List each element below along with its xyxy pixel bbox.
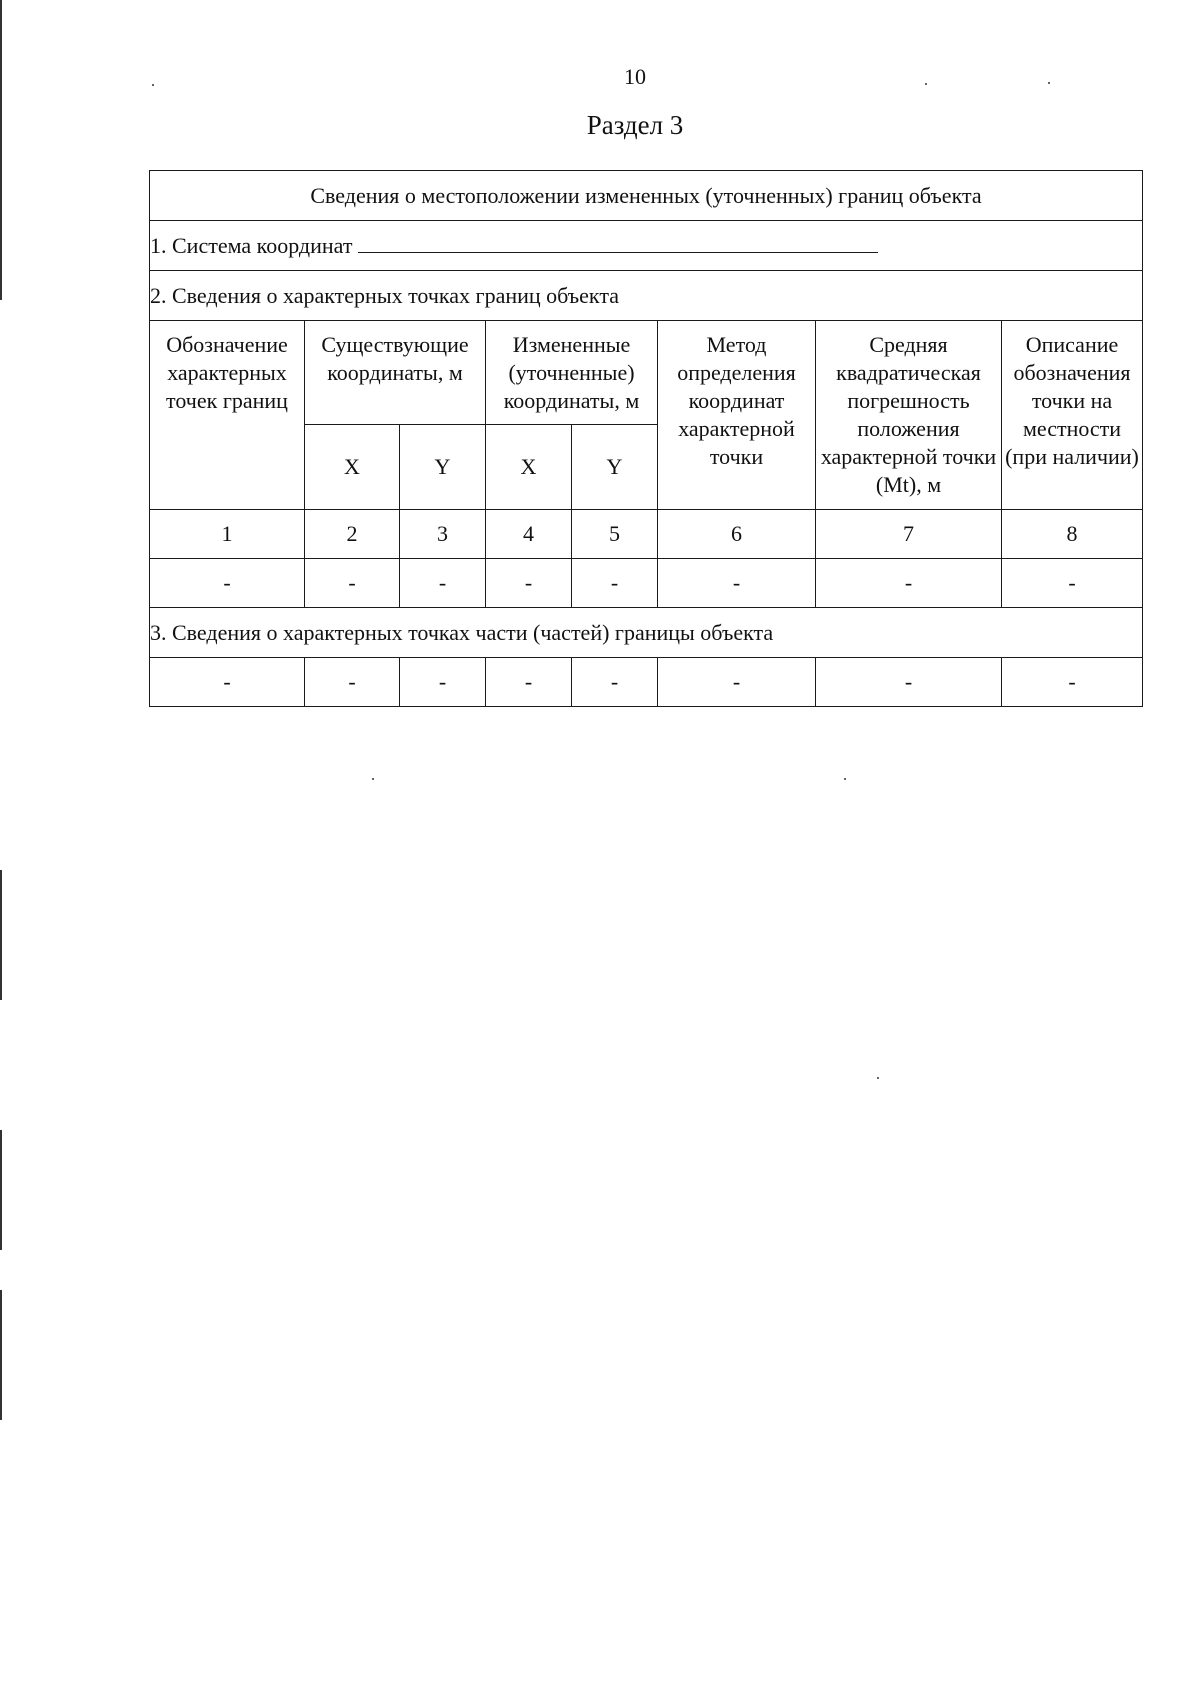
empty-cell: - bbox=[658, 658, 816, 707]
empty-cell: - bbox=[816, 658, 1002, 707]
header-existing-y: Y bbox=[400, 425, 486, 510]
empty-cell: - bbox=[572, 559, 658, 608]
header-method: Метод определения координат характерной точки bbox=[658, 321, 816, 510]
header-changed-x: X bbox=[486, 425, 572, 510]
empty-cell: - bbox=[150, 559, 305, 608]
column-numbers-row bbox=[150, 510, 1143, 559]
scan-speck bbox=[844, 778, 846, 780]
column-number: 1 bbox=[150, 510, 305, 559]
scan-edge-mark bbox=[0, 0, 2, 300]
column-number: 3 bbox=[400, 510, 486, 559]
header-existing-coords: Существующие координаты, м bbox=[305, 321, 486, 425]
empty-cell: - bbox=[150, 658, 305, 707]
header-designation: Обозначение характерных точек границ bbox=[150, 321, 305, 510]
column-number: 7 bbox=[816, 510, 1002, 559]
empty-cell: - bbox=[1002, 559, 1143, 608]
empty-cell: - bbox=[305, 559, 400, 608]
header-accuracy: Средняя квадратическая погрешность положения характерной точки (Mt), м bbox=[816, 321, 1002, 510]
empty-cell: - bbox=[658, 559, 816, 608]
parts-section-title: 3. Сведения о характерных точках части (частей) границы объекта bbox=[150, 608, 1143, 658]
table-title: Сведения о местоположении измененных (уточненных) границ объекта bbox=[150, 171, 1143, 221]
empty-cell: - bbox=[400, 559, 486, 608]
empty-cell: - bbox=[486, 658, 572, 707]
header-existing-x: X bbox=[305, 425, 400, 510]
page-number: 10 bbox=[624, 64, 646, 89]
column-number: 5 bbox=[572, 510, 658, 559]
section-title: Раздел 3 bbox=[586, 110, 684, 140]
scan-speck bbox=[372, 778, 374, 780]
empty-cell: - bbox=[572, 658, 658, 707]
scan-edge-mark bbox=[0, 1130, 2, 1250]
coord-system-row bbox=[150, 221, 1143, 271]
header-description: Описание обозначения точки на местности (при наличии) bbox=[1002, 321, 1143, 510]
column-number: 2 bbox=[305, 510, 400, 559]
column-number: 8 bbox=[1002, 510, 1143, 559]
empty-cell: - bbox=[400, 658, 486, 707]
scan-speck bbox=[877, 1077, 879, 1079]
empty-cell: - bbox=[1002, 658, 1143, 707]
header-changed-y: Y bbox=[572, 425, 658, 510]
column-number: 4 bbox=[486, 510, 572, 559]
coord-system-blank bbox=[358, 232, 878, 253]
table-row bbox=[150, 559, 1143, 608]
header-changed-coords: Измененные (уточненные) координаты, м bbox=[486, 321, 658, 425]
scan-edge-mark bbox=[0, 1290, 2, 1420]
empty-cell: - bbox=[486, 559, 572, 608]
coord-system-label: 1. Система координат bbox=[150, 232, 353, 258]
table-row bbox=[150, 658, 1143, 707]
empty-cell: - bbox=[816, 559, 1002, 608]
boundary-points-table bbox=[149, 170, 1143, 707]
points-section-title: 2. Сведения о характерных точках границ объекта bbox=[150, 271, 1143, 321]
column-number: 6 bbox=[658, 510, 816, 559]
scan-edge-mark bbox=[0, 870, 2, 1000]
empty-cell: - bbox=[305, 658, 400, 707]
